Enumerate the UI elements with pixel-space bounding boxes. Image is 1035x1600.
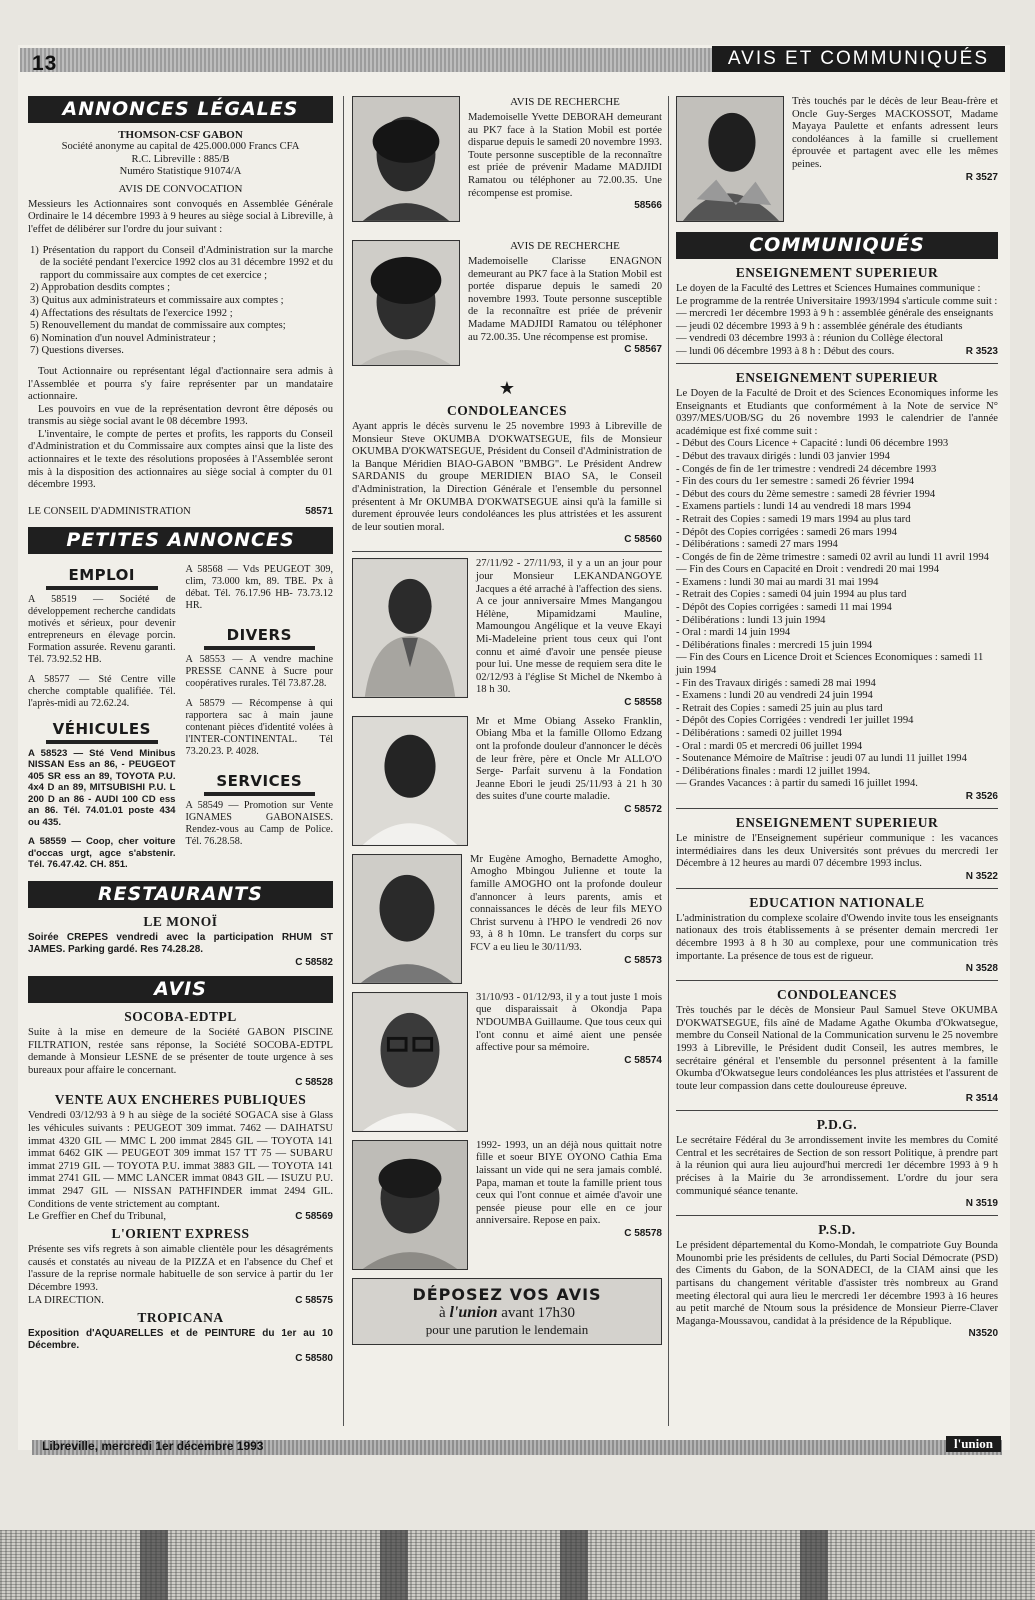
condoleances-text: Ayant appris le décès survenu le 25 novembre 1993 à Libreville de Monsieur Steve OKUMBA D'OKWATSEGUE, fils de Monsieur OKUMBA D'OKWATSEGUE, Président du Conseil d'Administration de la Banque Méridien BIAO-GABON "BMBG". Le Président Andrew SARDANIS du groupe MERIDIEN BIAO SA, le Conseil d'Administration, la Direction Générale et l'ensemble du personnel présentent à Mr OKUMBA D'OKWATSEGUE ainsi qu'à la famille si durement éprouvée leurs condoléances les plus attristées et les assurent de leur soutien moral. bbox=[352, 421, 662, 533]
calendar-item: - Fin des Travaux dirigés : samedi 28 mai 1994 bbox=[676, 677, 876, 689]
restaurant-ref: C 58582 bbox=[295, 957, 333, 969]
promo-box bbox=[352, 1278, 662, 1345]
calendar-item: - Examens : lundi 30 mai au mardi 31 mai 1994 bbox=[676, 576, 879, 588]
calendar-item: - Délibérations : samedi 02 juillet 1994 bbox=[676, 728, 842, 739]
memorial-text-block bbox=[476, 1140, 662, 1270]
services-heading: SERVICES bbox=[216, 771, 303, 790]
memorial-ref: C 58558 bbox=[624, 696, 662, 708]
portrait-photo bbox=[352, 240, 460, 366]
calendar-item: — Fin des Cours en Licence Droit et Sciences Economiques : samedi 11 juin 1994 bbox=[676, 652, 984, 677]
communique-item: — jeudi 02 décembre 1993 à 9 h : assemblée générale des étudiants bbox=[676, 320, 963, 332]
page-number: 13 bbox=[32, 52, 58, 75]
calendar-item: - Congés de fin de 1er trimestre : vendredi 24 décembre 1993 bbox=[676, 463, 937, 475]
recherche-ref: 58566 bbox=[634, 200, 662, 212]
calendar-item: - Dépôt des Copies corrigées : samedi 26 mars 1994 bbox=[676, 526, 897, 538]
petites-annonces-banner: PETITES ANNONCES bbox=[28, 527, 333, 554]
scan-artifact bbox=[800, 1530, 828, 1600]
communique-ref-line bbox=[676, 346, 998, 357]
memorial-block bbox=[352, 992, 662, 1132]
agenda-item: 1) Présentation du rapport du Conseil d'Administration sur la marche de la société pendant l'exercice 1992 clos au 31 décembre 1992 et du rapport du commissaire aux comptes de cet exercice ; bbox=[30, 244, 333, 281]
restaurants-banner: RESTAURANTS bbox=[28, 881, 333, 908]
divider bbox=[676, 1215, 998, 1216]
recherche-block bbox=[352, 240, 662, 366]
portrait-photo bbox=[352, 854, 462, 984]
column-divider bbox=[343, 96, 344, 1426]
memorial-ref: C 58574 bbox=[624, 1054, 662, 1066]
petites-annonces-grid bbox=[28, 560, 333, 871]
pa-col-right bbox=[186, 560, 334, 871]
heading-rule bbox=[204, 646, 316, 650]
legal-paragraph: Tout Actionnaire ou représentant légal d'actionnaire sera admis à l'Assemblée et pourra s'y faire représenter par un mandataire actionnaire. bbox=[28, 365, 333, 403]
convocation-intro: Messieurs les Actionnaires sont convoqués en Assemblée Générale Ordinaire le 14 décembre 1993 à 9 heures au siège social à Libreville, à l'effet de délibérer sur l'ordre du jour suivant : bbox=[28, 198, 333, 235]
calendar-item: - Dépôt des Copies Corrigées : vendredi 1er juillet 1994 bbox=[676, 715, 914, 727]
vehicules-heading: VÉHICULES bbox=[52, 719, 151, 738]
communique-title: P.S.D. bbox=[818, 1222, 856, 1238]
scan-artifact bbox=[560, 1530, 588, 1600]
avis-text: Présente ses vifs regrets à son aimable clientèle pour les désagréments causés et constatés au niveau de la PIZZA et en l'absence du Chef et l'assure de la reprise normale habituelle de son service à partir du 1er Décembre 1993. bbox=[28, 1244, 333, 1293]
portrait-photo bbox=[352, 716, 468, 846]
calendar-list bbox=[676, 438, 998, 791]
divider bbox=[676, 363, 998, 364]
communique-item: — mercredi 1er décembre 1993 à 9 h : assemblée générale des enseignants bbox=[676, 308, 994, 320]
communique-item: — vendredi 03 décembre 1993 à : réunion du Collège électoral bbox=[676, 333, 944, 345]
calendar-item: - Congés de fin de 2ème trimestre : samedi 02 avril au lundi 11 avril 1994 bbox=[676, 551, 989, 563]
communique-text: Le doyen de la Faculté des Lettres et Sciences Humaines communique : bbox=[676, 283, 981, 294]
communique-title: EDUCATION NATIONALE bbox=[749, 894, 925, 910]
classified-ad: A 58577 — Sté Centre ville cherche comptable qualifiée. Tél. l'après-midi au 72.62.24. bbox=[28, 673, 176, 709]
communique-text: Le Doyen de la Faculté de Droit et des Sciences Economiques informe les Enseignants et Etudiants que conformément à la Note de service N° 0397/MES/UOB/SG du 26 novembre 1993 le calendrier de l'année académique est fixé comme suit : bbox=[676, 387, 998, 437]
avis-ref: C 58528 bbox=[295, 1077, 333, 1089]
condolence-top-block bbox=[676, 96, 998, 222]
star-icon: ★ bbox=[498, 378, 516, 398]
calendar-item: - Délibérations finales : mercredi 15 juin 1994 bbox=[676, 639, 873, 651]
legal-signature: LE CONSEIL D'ADMINISTRATION bbox=[28, 505, 191, 517]
avis-title: TROPICANA bbox=[137, 1309, 224, 1325]
avis-ref: C 58575 bbox=[295, 1294, 333, 1306]
portrait-photo bbox=[352, 96, 460, 222]
condolence-top-text: Très touchés par le décès de leur Beau-frère et Oncle Guy-Serges MACKOSSOT, Madame Mayaya Paulette et enfants adressent leurs condoléances à la famille si cruellement éprouvée et partagent avec elle les mêmes peines. bbox=[792, 96, 998, 170]
convocation-title: AVIS DE CONVOCATION bbox=[118, 182, 243, 195]
classified-ad: A 58519 — Société de développement recherche candidats motivés et sérieux, pour devenir entrepreneurs en élevage porcin. Formation assurée. Revenu garanti. Tél. 73.92.52 HB. bbox=[28, 593, 176, 665]
column-divider bbox=[668, 96, 669, 1426]
condolence-top-ref: R 3527 bbox=[965, 171, 998, 183]
classified-ad: A 58523 — Sté Vend Minibus NISSAN Ess an 86, - PEUGEOT 405 SR ess an 89, TOYOTA P.U. 4x4 D an 89, MITSUBISHI P.U. L 200 D an 86 - AUDI 100 CD ess an 86. Tél. 74.01.01 poste 434 ou 435. bbox=[28, 747, 176, 828]
calendar-item: - Oral : mardi 05 et mercredi 06 juillet 1994 bbox=[676, 740, 863, 752]
emploi-heading: EMPLOI bbox=[68, 565, 136, 584]
restaurant-title: LE MONOÏ bbox=[143, 913, 218, 929]
communique-title: CONDOLEANCES bbox=[776, 987, 898, 1003]
calendar-item: - Soutenance Mémoire de Maîtrise : jeudi 07 au lundi 11 juillet 1994 bbox=[676, 753, 967, 765]
memorial-text: 1992- 1993, un an déjà nous quittait notre fille et soeur BIYE OYONO Cathia Ema laissant un vide qui ne sera jamais comblé. Papa, maman et toute la famille prient tous ceux qui l'ont connue et aimée d'avoir une pensée pieuse pour elle en ce jour anniversaire. Repose en paix. bbox=[476, 1139, 662, 1227]
communique-title: ENSEIGNEMENT SUPERIEUR bbox=[735, 814, 939, 830]
portrait-photo bbox=[352, 1140, 468, 1270]
calendar-item: - Délibérations finales : mardi 12 juillet 1994. bbox=[676, 765, 871, 777]
agenda-item: 5) Renouvellement du mandat de commissaire aux comptes; bbox=[30, 320, 286, 332]
calendar-item: - Oral : mardi 14 juin 1994 bbox=[676, 627, 791, 639]
promo-line bbox=[357, 1304, 657, 1322]
legal-paragraph: Les pouvoirs en vue de la représentation devront être déposés ou transmis au siège social avant le 08 décembre 1993. bbox=[28, 403, 333, 428]
calendar-item: - Délibérations : lundi 13 juin 1994 bbox=[676, 614, 826, 626]
avis-title: VENTE AUX ENCHERES PUBLIQUES bbox=[54, 1092, 307, 1108]
recherche-text: Mademoiselle Yvette DEBORAH demeurant au PK7 face à la Station Mobil est portée disparue depuis le samedi 20 novembre 1993. Toute personne susceptible de la reconnaître est priée de prévenir Madame MADJIDI Ramatou ou téléphoner au 72.00.35. Une récompense est promise. bbox=[468, 112, 662, 199]
divider bbox=[352, 551, 662, 552]
calendar-item: - Début des cours du 2ème semestre : samedi 28 février 1994 bbox=[676, 488, 936, 500]
pa-col-left bbox=[28, 560, 176, 871]
avis-ref: C 58569 bbox=[295, 1211, 333, 1223]
promo-brand: l'union bbox=[449, 1303, 498, 1321]
memorial-block bbox=[352, 1140, 662, 1270]
memorial-text: 31/10/93 - 01/12/93, il y a tout juste 1 mois que disparaissait à Okondja Papa N'DOUMBA Guillaume. Que tous ceux qui l'ont connu et aimé aient une pensée affective pour sa mémoire. bbox=[476, 991, 662, 1054]
recherche-title: AVIS DE RECHERCHE bbox=[510, 240, 620, 252]
avis-ref: C 58580 bbox=[295, 1352, 333, 1364]
communique-ref: N 3522 bbox=[965, 870, 998, 882]
section-title: AVIS ET COMMUNIQUÉS bbox=[712, 46, 1005, 72]
recherche-title: AVIS DE RECHERCHE bbox=[510, 96, 620, 108]
memorial-ref: C 58573 bbox=[624, 954, 662, 966]
column-left bbox=[28, 96, 333, 1364]
recherche-ref: C 58567 bbox=[624, 344, 662, 356]
communique-ref: R 3514 bbox=[965, 1093, 998, 1105]
avis-sign-line bbox=[28, 1295, 333, 1306]
agenda-item: 7) Questions diverses. bbox=[30, 345, 124, 357]
promo-subline: pour une parution le lendemain bbox=[425, 1321, 589, 1337]
calendar-item: - Retrait des Copies : samedi 19 mars 1994 au plus tard bbox=[676, 513, 911, 525]
agenda-item: 6) Nomination d'un nouvel Administrateur ; bbox=[30, 332, 216, 344]
divider bbox=[676, 888, 998, 889]
scan-artifact bbox=[140, 1530, 168, 1600]
memorial-block bbox=[352, 558, 662, 708]
calendar-item: - Retrait des Copies : samedi 04 juin 1994 au plus tard bbox=[676, 589, 907, 601]
avis-sign-line bbox=[28, 1211, 333, 1222]
memorial-text-block bbox=[476, 716, 662, 846]
column-middle bbox=[352, 96, 662, 1345]
classified-ad: A 58549 — Promotion sur Vente IGNAMES GABONAISES. Rendez-vous au Camp de Police. Tél. 76.28.58. bbox=[185, 799, 333, 847]
recherche-block bbox=[352, 96, 662, 222]
footer-dateline: Libreville, mercredi 1er décembre 1993 bbox=[42, 1439, 264, 1453]
communique-text: Le président départemental du Komo-Mondah, le compatriote Guy Bounda Mounombi prie les présidents de cellules, du Parti Social Démocrate (PSD) des Ciments du Gabon, de la SONADECI, de la CIAM ainsi que les partisans du changement véritable d'assister très nombreux au Grand meeting électoral qui aura lieu le mercredi 1er décembre 1993 à 16 heures au petit marché de Ntoum sous la présidence de Monsieur Pierre-Claver Maganga-Moussavou, candidat à la présidence de la République. bbox=[676, 1240, 998, 1327]
memorial-ref: C 58572 bbox=[624, 804, 662, 816]
promo-a: à bbox=[439, 1304, 446, 1321]
memorial-text: Mr Eugène Amogho, Bernadette Amogho, Amogho Mbingou Julienne et toute la famille AMOGHO ont la profonde douleur d'annoncer à leurs parents, amis et connaissances le décès de leur fils MEYO Christ survenu à l'HPO le vendredi 26 nov 93, à 8 h 10mn. Le transfert du corps sur FCV a eu lieu le 30/11/93. bbox=[470, 853, 662, 954]
calendar-item: — Fin des Cours en Capacité en Droit : vendredi 20 mai 1994 bbox=[676, 564, 940, 576]
divider bbox=[676, 1110, 998, 1111]
agenda-item: 4) Affectations des résultats de l'exercice 1992 ; bbox=[30, 307, 233, 319]
avis-sign: Le Greffier en Chef du Tribunal, bbox=[28, 1211, 167, 1223]
communique-text: Le secrétaire Fédéral du 3e arrondissement invite les membres du Comité Central et les secrétaires de Section de son ressort Politique, à prendre part à la réunion qui aura lieu aujourd'hui mercredi 1er décembre 1993 à 9 h précises à la Mairie du 3e arrondissement. L'ordre du jour sera communiqué séance tenante. bbox=[676, 1135, 998, 1197]
portrait-photo bbox=[352, 992, 468, 1132]
avis-banner: AVIS bbox=[28, 976, 333, 1003]
heading-rule bbox=[204, 792, 316, 796]
avis-text: Exposition d'AQUARELLES et de PEINTURE du 1er au 10 Décembre. bbox=[28, 1327, 333, 1352]
calendar-item: — Grandes Vacances : à partir du samedi 16 juillet 1994. bbox=[676, 778, 918, 790]
communique-item: — lundi 06 décembre 1993 à 8 h : Début des cours. bbox=[676, 345, 895, 357]
divider bbox=[676, 980, 998, 981]
company-name: THOMSON-CSF GABON bbox=[118, 129, 243, 141]
communiques-banner: COMMUNIQUÉS bbox=[676, 232, 998, 259]
avis-title: SOCOBA-EDTPL bbox=[124, 1009, 237, 1025]
calendar-item: - Examens partiels : lundi 14 au vendredi 18 mars 1994 bbox=[676, 501, 911, 513]
communique-ref: N3520 bbox=[968, 1328, 998, 1340]
restaurant-text: Soirée CREPES vendredi avec la participation RHUM ST JAMES. Parking gardé. Res 74.28.28. bbox=[28, 931, 333, 956]
calendar-item: - Début des travaux dirigés : lundi 03 janvier 1994 bbox=[676, 450, 890, 462]
divider bbox=[676, 808, 998, 809]
memorial-text-block bbox=[470, 854, 662, 984]
memorial-block bbox=[352, 716, 662, 846]
communique-text: L'administration du complexe scolaire d'Owendo invite tous les enseignants nationaux des trois établissements à se présenter demain mercredi 1er décembre 1993 à 8 h 30 au complexe, pour une communication très importante. La présence de tous est de rigueur. bbox=[676, 912, 998, 962]
communique-text: Le ministre de l'Enseignement supérieur communique : les vacances intermédiaires dans les deux Universités sont prévues du mercredi 1er Décembre à 12 heures au mardi 07 décembre 1993 inclus. bbox=[676, 832, 998, 870]
classified-ad: A 58559 — Coop, cher voiture d'occas urgt, agce s'abstenir. Tél. 76.47.42. CH. 851. bbox=[28, 836, 176, 871]
calendar-item: - Délibérations : samedi 27 mars 1994 bbox=[676, 539, 838, 551]
column-right bbox=[676, 96, 998, 1339]
memorial-ref: C 58578 bbox=[624, 1228, 662, 1240]
memorial-text: Mr et Mme Obiang Asseko Franklin, Obiang Mba et la famille Ollomo Edzang ont la profonde douleur d'annoncer le décès de leur frère, père et Oncle Mr ALLO'O Serge- Parfait survenu à la Fondation Jeanne Ebori le jeudi 25/11/93 à 21 h 30 des suites d'une courte maladie. bbox=[476, 715, 662, 803]
recherche-text: Mademoiselle Clarisse ENAGNON demeurant au PK7 face à la Station Mobil est portée disparue depuis le samedi 20 novembre 1993. Toute personne susceptible de la reconnaître est priée de prévenir Madame MADJIDI Ramatou ou téléphoner au 72.00.35. Une récompense est promise. bbox=[468, 256, 662, 343]
memorial-text: 27/11/92 - 27/11/93, il y a un an jour pour jour Monsieur LEKANDANGOYE Jacques a été arraché à l'affection des siens. A ce jour anniversaire Mmes Mangangou Hélène, Mipamidzami Mauline, Mamoungou Angélique et la veuve Ekayi Mi-Madeleine prient tous ceux qui l'ont connu et aimé d'avoir une pensée pieuse pour lui. Une messe de requiem sera dite le 02/12/93 à l'église St Michel de Nkembo à 18 h 30. bbox=[476, 558, 662, 696]
heading-rule bbox=[46, 740, 158, 744]
calendar-item: - Retrait des Copies : samedi 25 juin au plus tard bbox=[676, 702, 883, 714]
company-line: Société anonyme au capital de 425.000.000 Francs CFA bbox=[61, 141, 300, 152]
heading-rule bbox=[46, 586, 158, 590]
avis-text: Vendredi 03/12/93 à 9 h au siège de la société SOGACA sise à Glass les véhicules suivants : PEUGEOT 309 immat. 7462 — DAIHATSU immat 4320 GIL — MMC L 200 immat 2845 GIL — TOYOTA 141 immat 6462 GIK — PEUGEOT 309 immat 157 TT 75 — SUBARU immat 2719 GIL — TOYOTA P.U. immat 3883 GIL — TOYOTA 141 immat 2741 GIL — MMC LANCER immat 0843 GIL — ISUZU P.U. immat 2947 GIL — NISSAN PATHFINDER immat 2494 GIL. Conditions de vente strictement au comptant. bbox=[28, 1110, 333, 1210]
legal-ref: 58571 bbox=[305, 505, 333, 517]
communique-ref: N 3528 bbox=[965, 963, 998, 975]
promo-headline: DÉPOSEZ VOS AVIS bbox=[412, 1284, 602, 1304]
agenda-item: 3) Quitus aux administrateurs et commissaire aux comptes ; bbox=[30, 294, 284, 306]
portrait-photo bbox=[352, 558, 468, 698]
promo-time: avant 17h30 bbox=[501, 1304, 575, 1321]
communique-text: Très touchés par le décès de Monsieur Paul Samuel Steve OKUMBA D'OKWATSEGUE, fils aîné de Madame Agathe Okumba d'Okwatsegue, membre du Conseil National de la Communication survenu le 25 novembre 1993 à Libreville, le Président dudit Conseil, les autres membres, le secrétaire général et l'ensemble du personnel présentent à la famille Okumba d'Okwatsegue leurs condoléances les plus attristées et l'assurent de toute leur compassion dans cette douloureuse épreuve. bbox=[676, 1005, 998, 1092]
recherche-text-block bbox=[468, 240, 662, 366]
agenda-item: 2) Approbation desdits comptes ; bbox=[30, 282, 171, 294]
condoleances-ref: C 58560 bbox=[624, 534, 662, 546]
legal-paragraph: L'inventaire, le compte de pertes et profits, les rapports du Conseil d'Administration et du Commissaire aux comptes ainsi que la liste des actionnaires et le texte des résolutions proposées à l'Assemblée seront mis à la disposition des actionnaires au siège social à compter du 01 décembre 1993. bbox=[28, 428, 333, 491]
footer-brand: l'union bbox=[946, 1436, 1001, 1452]
classified-ad: A 58568 — Vds PEUGEOT 309, clim, 73.000 km, 89. TBE. Px à débat. Tél. 76.17.96 HB- 73.73.12 HR. bbox=[185, 563, 333, 611]
scan-artifact bbox=[380, 1530, 408, 1600]
memorial-block bbox=[352, 854, 662, 984]
classified-ad: A 58553 — A vendre machine PRESSE CANNE à Sucre pour coopératives rurales. Tél 73.87.28. bbox=[185, 653, 333, 689]
agenda-list bbox=[28, 245, 333, 358]
calendar-item: - Examens : lundi 20 au vendredi 24 juin 1994 bbox=[676, 690, 873, 702]
condoleances-title: CONDOLEANCES bbox=[446, 403, 568, 418]
recherche-text-block bbox=[468, 96, 662, 222]
avis-text: Suite à la mise en demeure de la Société GABON PISCINE FILTRATION, restée sans réponse, la Société SOCOBA-EDTPL demande à Monsieur LESNE de se présenter de toute urgence à ses bureaux pour affaire le concernant. bbox=[28, 1027, 333, 1076]
divers-heading: DIVERS bbox=[226, 625, 292, 644]
calendar-item: - Fin des cours du 1er semestre : samedi 26 février 1994 bbox=[676, 476, 915, 488]
avis-title: L'ORIENT EXPRESS bbox=[111, 1226, 250, 1242]
communique-title: P.D.G. bbox=[816, 1117, 858, 1133]
communique-ref: R 3523 bbox=[965, 345, 998, 357]
communique-title: ENSEIGNEMENT SUPERIEUR bbox=[735, 265, 939, 280]
communique-ref: R 3526 bbox=[965, 790, 998, 802]
calendar-item: - Dépôt des Copies corrigées : samedi 11 mai 1994 bbox=[676, 602, 892, 614]
company-line: Numéro Statistique 91074/A bbox=[119, 166, 242, 178]
calendar-item: - Début des Cours Licence + Capacité : lundi 06 décembre 1993 bbox=[676, 438, 949, 450]
memorial-text-block bbox=[476, 992, 662, 1132]
condolence-top-text-block bbox=[792, 96, 998, 222]
portrait-photo bbox=[676, 96, 784, 222]
communique-text: Le programme de la rentrée Universitaire 1993/1994 s'articule comme suit : bbox=[676, 295, 998, 307]
avis-sign: LA DIRECTION. bbox=[28, 1294, 104, 1306]
legal-signature-line bbox=[28, 506, 333, 517]
classified-ad: A 58579 — Récompense à qui rapportera sac à main jaune contenant pièces d'identité volées à l'INTER-CONTINENTAL. Tél 73.20.23. P. 4028. bbox=[185, 697, 333, 757]
communique-ref: N 3519 bbox=[965, 1198, 998, 1210]
annonces-legales-banner: ANNONCES LÉGALES bbox=[28, 96, 333, 123]
company-line: R.C. Libreville : 885/B bbox=[131, 153, 230, 165]
memorial-text-block bbox=[476, 558, 662, 708]
communique-title: ENSEIGNEMENT SUPERIEUR bbox=[735, 369, 939, 385]
